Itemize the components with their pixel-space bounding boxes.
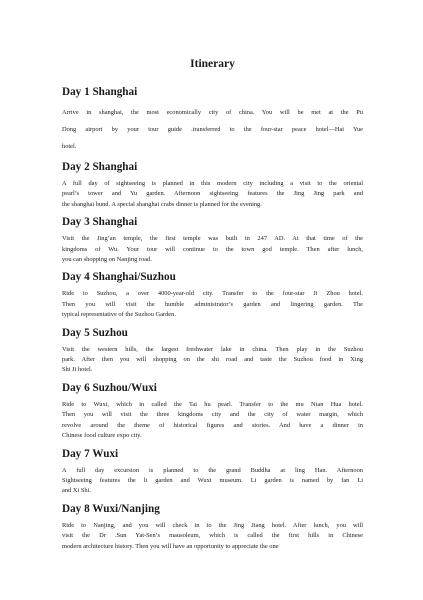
day-body [62,104,363,155]
body-line: Then you will visit the humble administrator’s garden and lingering garden. The [62,300,363,308]
body-line: Arrive in shanghai, the most economically city of china. You will be met at the Pu [62,109,363,116]
day-heading: Day 3 Shanghai [62,216,138,229]
day-heading: Day 1 Shanghai [62,86,138,98]
body-line: park. After then you will shopping on the shi road and taste the Suzhou food in Xing [62,356,363,364]
day-body [62,400,363,442]
day-section [62,381,363,442]
body-line: kingdoms of Wu. Your tour will continue to the town god temple. Then after lunch, [62,245,363,253]
body-line: Chinese food culture expo city. [62,432,142,440]
body-line: Dong airport by your tour guide .transferred to the four-star peace hotel—Hai Yue [62,126,363,133]
body-line: Ride to Nanjing, and you will check in to the Jing Jiang hotel. After lunch, you will [62,521,363,529]
body-line: and Xi Shi. [62,487,91,495]
body-line: visit the Dr .Sun Yat-Sen’s mausoleum, which is called the first hills in Chinese [62,532,363,540]
body-line: pearl’s tower and Yu garden. Afternoon sightseeing features the Jing Jing park and [62,190,363,198]
body-line: Shi Ji hotel. [62,366,93,374]
body-line: Ride to Suzhou, a over 4000-year-old city. Transfer to the four-star Ji Zhou hotel. [62,290,363,298]
body-line: Then you will visit the three kingdoms city and the city of water margin, which [62,411,363,419]
body-line: Visit the Jing’an temple, the first temple was built in 247 AD. At that time of the [62,235,363,243]
day-body [62,289,363,320]
day-body [62,179,363,210]
day-body [62,345,363,376]
day-heading: Day 8 Wuxi/Nanjing [62,502,160,515]
day-body [62,466,363,497]
body-line: hotel. [62,143,77,150]
day-section [62,215,363,265]
body-line: Ride to Wuxi, which in called the Tai hu pearl. Transfer to the mu Nian Hua hotel. [62,400,363,408]
day-section [62,160,363,210]
day-heading: Day 2 Shanghai [62,161,138,173]
day-heading: Day 6 Suzhou/Wuxi [62,381,157,394]
day-body [62,234,363,265]
day-section [62,270,363,320]
body-line: the shanghai bund. A special shanghai crabs dinner is planned for the evening. [62,200,262,208]
body-line: typical representative of the Suzhou Garden. [62,311,176,319]
day-heading: Day 4 Shanghai/Suzhou [62,271,176,284]
itinerary-days [62,85,363,552]
day-section [62,85,363,155]
day-heading: Day 7 Wuxi [62,447,119,460]
body-line: A full day of sightseeing is planned in this modern city including a visit to the oriental [62,180,363,187]
body-line: modern architecture history. Then you will have an opportunity to appreciate the one [62,542,279,550]
body-line: you can shopping on Nanjing road. [62,256,152,264]
day-section [62,502,363,552]
day-body [62,521,363,552]
body-line: Sightseeing features the li garden and Wuxi museum. Li garden is named by fan Li [62,476,363,484]
body-line: Visit the western hills, the largest freshwater lake in china. Then play in the Suzhou [62,345,363,353]
day-section [62,447,363,497]
body-line: A full day excursion is planned to the grand Buddha at ling Han. Afternoon [62,466,363,474]
day-section [62,326,363,376]
body-line: revolve around the theme of historical figures and stories. And have a dinner in [62,421,363,429]
day-heading: Day 5 Suzhou [62,326,128,339]
document-title: Itinerary [190,58,235,70]
